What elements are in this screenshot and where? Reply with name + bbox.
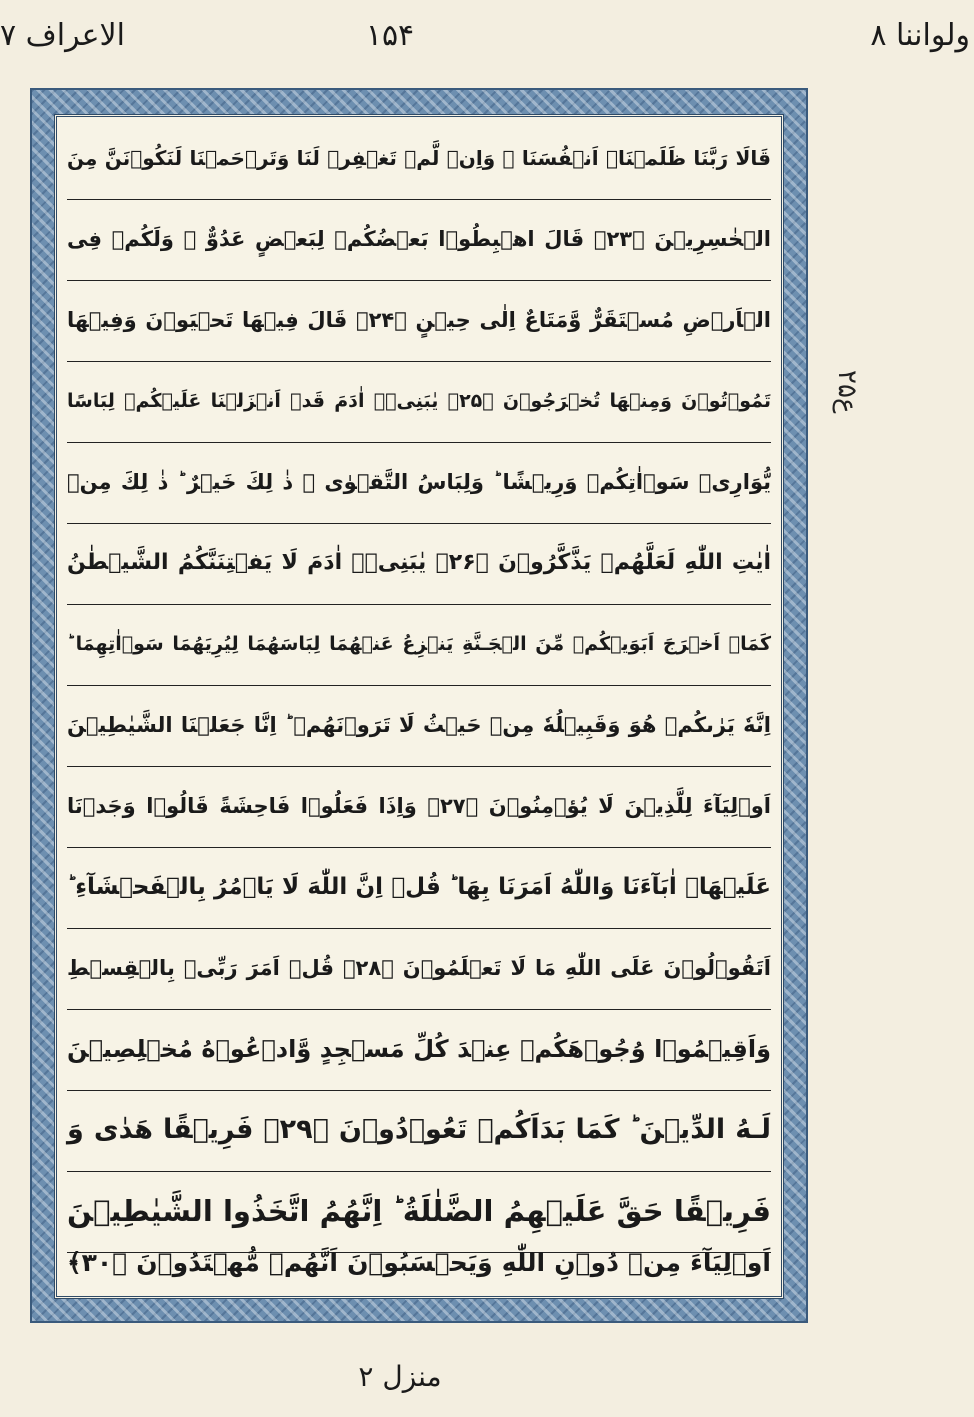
text-line: عَلَيۡهَاۤ اٰبَآءَنَا وَاللّٰهُ اَمَرَنَا بِهَا ؕ قُلۡ اِنَّ اللّٰهَ لَا يَاۡمُرُ بِالۡفَحۡشَآءِ ؕ [67,846,771,929]
ruku-marker: ۲ع۵ [832,370,862,414]
text-block [54,114,784,1299]
juz-name: ولواننا ۸ [870,18,970,53]
text-line: لَـهُ الدِّيۡنَ ؕ كَمَا بَدَاَكُمۡ تَعُوۡدُوۡنَ ﴿۲۹﴾ فَرِيۡقًا هَدٰى وَ [67,1089,771,1172]
text-line: الۡخٰسِرِيۡنَ ﴿۲۳﴾ قَالَ اهۡبِطُوۡا بَعۡضُكُمۡ لِبَعۡضٍ عَدُوٌّ ۚ وَلَكُمۡ فِى [67,198,771,281]
text-line: اَتَقُوۡلُوۡنَ عَلَى اللّٰهِ مَا لَا تَعۡلَمُوۡنَ ﴿۲۸﴾ قُلۡ اَمَرَ رَبِّىۡ بِالۡقِسۡطِ [67,927,771,1010]
text-line: اٰيٰتِ اللّٰهِ لَعَلَّهُمۡ يَذَّكَّرُوۡنَ ﴿۲۶﴾ يٰبَنِىۡۤ اٰدَمَ لَا يَفۡتِنَنَّكُمُ الشَّيۡطٰنُ [67,522,771,605]
decorative-border [30,88,808,1323]
manzil-footer: منزل ۲ [358,1360,442,1393]
text-line: تَمُوۡتُوۡنَ وَمِنۡهَا تُخۡرَجُوۡنَ ﴿۲۵﴾ يٰبَنِىۡۤ اٰدَمَ قَدۡ اَنۡزَلۡنَا عَلَيۡكُمۡ لِبَاسًا [67,360,771,443]
text-line: اِنَّهٗ يَرٰٮكُمۡ هُوَ وَقَبِيۡلُهٗ مِنۡ حَيۡثُ لَا تَرَوۡنَهُمۡ ؕ اِنَّا جَعَلۡنَا الشَّيٰطِيۡنَ [67,684,771,767]
text-line: يُّوَارِىۡ سَوۡاٰتِكُمۡ وَرِيۡشًا ؕ وَلِبَاسُ التَّقۡوٰى ۙ ذٰ لِكَ خَيۡرٌ ؕ ذٰ لِكَ مِنۡ [67,441,771,524]
surah-name-wrapper [0,16,125,56]
text-line: قَالَا رَبَّنَا ظَلَمۡنَاۤ اَنۡفُسَنَا ٜ وَاِنۡ لَّمۡ تَغۡفِرۡ لَنَا وَتَرۡحَمۡنَا لَنَكُوۡنَنَّ مِنَ [67,117,771,200]
text-line: كَمَاۤ اَخۡرَجَ اَبَوَيۡكُمۡ مِّنَ الۡجَـنَّةِ يَنۡزِعُ عَنۡهُمَا لِبَاسَهُمَا لِيُرِيَهُمَا سَوۡاٰتِهِمَا ؕ [67,603,771,686]
page-number: ۱۵۴ [365,18,415,53]
text-line: الۡاَرۡضِ مُسۡتَقَرٌّ وَّمَتَاعٌ اِلٰى حِيۡنٍ ﴿۲۴﴾ قَالَ فِيۡهَا تَحۡيَوۡنَ وَفِيۡهَا [67,279,771,362]
text-line: اَوۡلِيَآءَ لِلَّذِيۡنَ لَا يُؤۡمِنُوۡنَ ﴿۲۷﴾ وَاِذَا فَعَلُوۡا فَاحِشَةً قَالُوۡا وَجَدۡنَا [67,765,771,848]
surah-name: الاعراف ۷ [0,18,125,53]
text-line: اَوۡلِيَآءَ مِنۡ دُوۡنِ اللّٰهِ وَيَحۡسَبُوۡنَ اَنَّهُمۡ مُّهۡتَدُوۡنَ ﴿۳۰﴾ [67,1248,771,1277]
text-line: فَرِيۡقًا حَقَّ عَلَيۡهِمُ الضَّلٰلَةُ ؕ اِنَّهُمُ اتَّخَذُوا الشَّيٰطِيۡنَ [67,1170,771,1253]
text-line: وَاَقِيۡمُوۡا وُجُوۡهَكُمۡ عِنۡدَ كُلِّ مَسۡجِدٍ وَّادۡعُوۡهُ مُخۡلِصِيۡنَ [67,1008,771,1091]
